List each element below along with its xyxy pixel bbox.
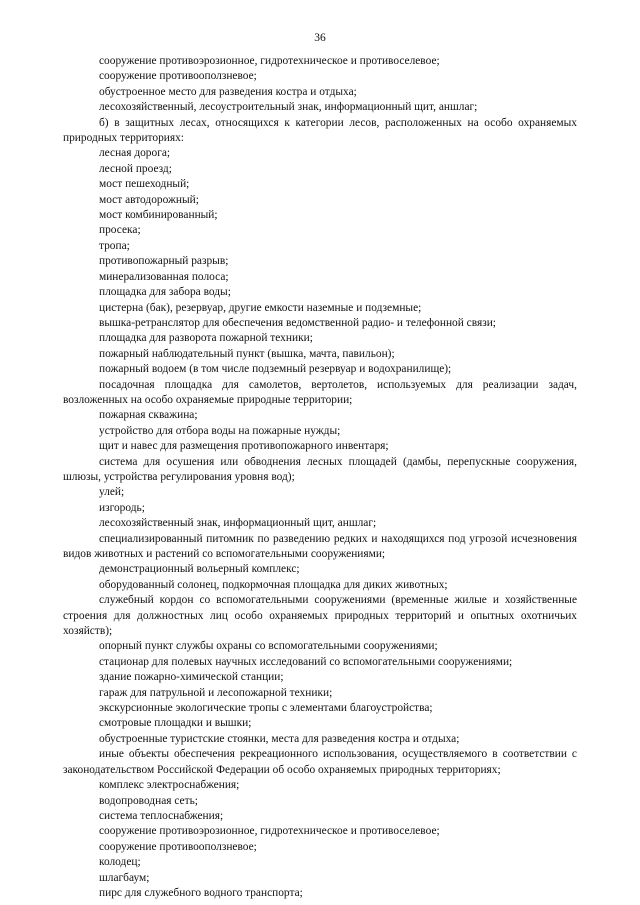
- list-item: экскурсионные экологические тропы с элементами благоустройства;: [99, 702, 433, 715]
- list-item: щит и навес для размещения противопожарного инвентаря;: [99, 440, 389, 453]
- list-item: оборудованный солонец, подкормочная площадка для диких животных;: [99, 578, 448, 591]
- list-item: устройство для отбора воды на пожарные нужды;: [99, 424, 341, 437]
- list-item: смотровые площадки и вышки;: [99, 717, 252, 730]
- list-item: пожарный наблюдательный пункт (вышка, мачта, павильон);: [99, 347, 395, 360]
- list-item: противопожарный разрыв;: [99, 255, 229, 268]
- list-item: цистерна (бак), резервуар, другие емкости наземные и подземные;: [99, 301, 422, 314]
- list-item: здание пожарно-химической станции;: [99, 671, 284, 684]
- list-item: пожарная скважина;: [99, 409, 198, 422]
- list-item: служебный кордон со вспомогательными сооружениями (временные жилые и хозяйственные строения для должностных лиц особо охраняемых природных территорий и опытных охотничьих хозяйств);: [63, 594, 577, 638]
- list-item: стационар для полевых научных исследований со вспомогательными сооружениями;: [99, 655, 513, 668]
- list-item: система теплоснабжения;: [99, 809, 224, 822]
- list-item: мост пешеходный;: [99, 178, 190, 191]
- list-item: мост автодорожный;: [99, 193, 199, 206]
- list-item: специализированный питомник по разведению редких и находящихся под угрозой исчезновения видов животных и растений со вспомогательными сооружениями;: [63, 532, 577, 560]
- list-item: сооружение противооползневое;: [99, 70, 257, 83]
- list-item: шлагбаум;: [99, 871, 150, 884]
- list-item: сооружение противоэрозионное, гидротехническое и противоселевое;: [99, 825, 440, 838]
- document-body: [63, 54, 577, 901]
- list-item: сооружение противоэрозионное, гидротехническое и противоселевое;: [99, 55, 440, 67]
- list-item: лесная дорога;: [99, 147, 171, 160]
- list-item: мост комбинированный;: [99, 209, 218, 222]
- list-item: гараж для патрульной и лесопожарной техники;: [99, 686, 333, 699]
- list-item: пирс для служебного водного транспорта;: [99, 886, 303, 899]
- list-item: вышка-ретранслятор для обеспечения ведомственной радио- и телефонной связи;: [99, 316, 496, 329]
- list-item: сооружение противооползневое;: [99, 840, 257, 853]
- page-number: 36: [314, 32, 326, 44]
- list-item: пожарный водоем (в том числе подземный резервуар и водохранилище);: [99, 363, 452, 376]
- list-item: просека;: [99, 224, 141, 237]
- list-item: изгородь;: [99, 501, 145, 514]
- section-heading: б) в защитных лесах, относящихся к категории лесов, расположенных на особо охраняемых природных территориях:: [63, 116, 577, 145]
- list-item: система для осушения или обводнения лесных площадей (дамбы, перепускные сооружения, шлюзы, устройства регулирования уровня вод);: [63, 455, 577, 483]
- list-item: демонстрационный вольерный комплекс;: [99, 563, 300, 576]
- list-item: площадка для забора воды;: [99, 286, 231, 299]
- list-item: тропа;: [99, 239, 130, 252]
- list-item: комплекс электроснабжения;: [99, 779, 240, 792]
- list-item: посадочная площадка для самолетов, вертолетов, используемых для реализации задач, возложенных на особо охраняемые природные территории;: [63, 378, 577, 406]
- list-item: обустроенное место для разведения костра и отдыха;: [99, 85, 357, 98]
- list-item: иные объекты обеспечения рекреационного использования, осуществляемого в соответствии с законодательством Российской Федерации об особо охраняемых природных территориях;: [63, 748, 577, 776]
- list-item: обустроенные туристские стоянки, места для разведения костра и отдыха;: [99, 732, 460, 745]
- list-item: опорный пункт службы охраны со вспомогательными сооружениями;: [99, 640, 438, 653]
- list-item: минерализованная полоса;: [99, 270, 229, 283]
- list-item: колодец;: [99, 856, 141, 869]
- list-item: площадка для разворота пожарной техники;: [99, 332, 313, 345]
- list-item: улей;: [99, 486, 125, 499]
- list-item: лесохозяйственный знак, информационный щит, аншлаг;: [99, 517, 377, 530]
- list-item: лесохозяйственный, лесоустроительный знак, информационный щит, аншлаг;: [99, 101, 478, 114]
- list-item: лесной проезд;: [99, 162, 172, 175]
- list-item: водопроводная сеть;: [99, 794, 198, 807]
